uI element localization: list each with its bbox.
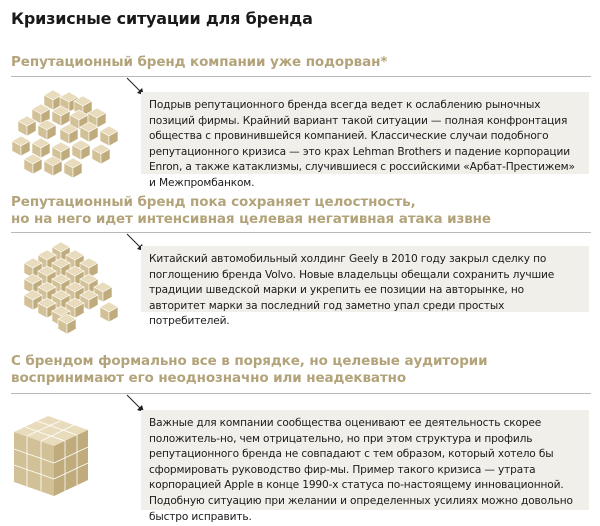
damaged-cube-icon (8, 240, 126, 336)
section-1-text: Подрыв репутационного бренда всегда ведет к ослаблению рыночных позиций фирмы. Крайний вариант такой ситуации — полная конфронтация общества с провинившейся компанией. Классические случаи подобного репутационного кризиса — это крах Lehman Brothers и падение корпорации Enron, а также катаклизмы, случившиеся с российскими «Арбат-Престижем» и Межпромбанком. (141, 92, 589, 174)
scattered-cubes-icon (8, 86, 126, 182)
section-3-heading-line-1: С брендом формально все в порядке, но целевые аудитории (11, 353, 488, 369)
solid-cube-icon (8, 412, 126, 508)
section-3-heading (11, 353, 488, 387)
section-2-heading (11, 194, 491, 228)
section-2-heading-line-2: но на него идет интенсивная целевая негативная атака извне (11, 211, 491, 227)
section-3-text: Важные для компании сообщества оценивают ее деятельность скорее положитель-но, чем отрицательно, но при этом структура и профиль репутационного бренда не совпадают с тем образом, который хотело бы сформировать руководство фир-мы. Пример такого кризиса — утрата корпорацией Apple в конце 1990-х статуса по-настоящему инновационной. Подобную ситуацию при желании и определенных усилиях можно довольно быстро исправить. (141, 410, 589, 510)
section-3-divider (11, 393, 591, 394)
page-title: Кризисные ситуации для бренда (11, 9, 313, 28)
section-2-text: Китайский автомобильный холдинг Geely в 2010 году закрыл сделку по поглощению бренда Volvo. Новые владельцы обещали сохранить лучшие традиции шведской марки и укрепить ее позиции на авторынке, но авторитет марки за последний год заметно упал среди простых потребителей. (141, 246, 589, 312)
section-2-divider (11, 232, 591, 233)
section-1-heading (11, 54, 387, 71)
section-2-heading-line-1: Репутационный бренд пока сохраняет целостность, (11, 194, 416, 210)
section-1-divider (11, 76, 591, 77)
section-3-heading-line-2: воспринимают его неоднозначно или неадекватно (11, 370, 407, 386)
section-1-heading-line-1: Репутационный бренд компании уже подорван* (11, 54, 388, 70)
